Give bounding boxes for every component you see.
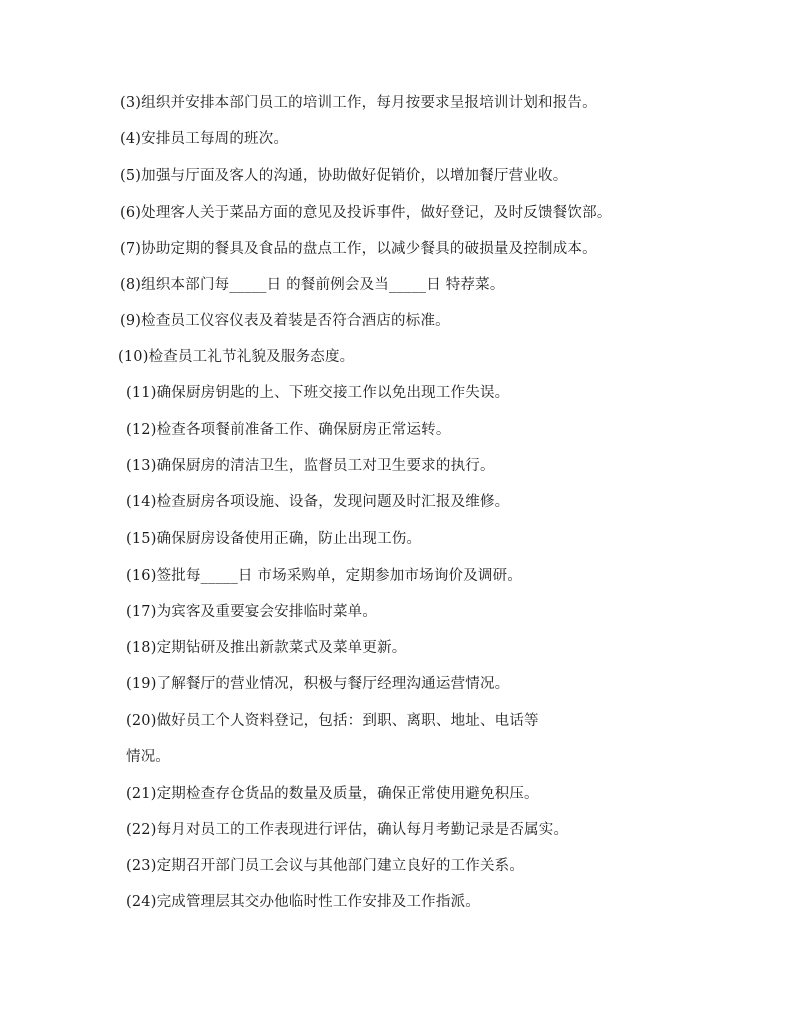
list-item-3: (3)组织并安排本部门员工的培训工作，每月按要求呈报培训计划和报告。	[120, 95, 597, 111]
list-item-10: (10)检查员工礼节礼貌及服务态度。	[118, 349, 355, 365]
list-item-7: (7)协助定期的餐具及食品的盘点工作，以减少餐具的破损量及控制成本。	[120, 241, 597, 257]
list-item-23: (23)定期召开部门员工会议与其他部门建立良好的工作关系。	[126, 858, 525, 874]
list-item-9: (9)检查员工仪容仪表及着装是否符合酒店的标准。	[120, 313, 450, 329]
list-item-17: (17)为宾客及重要宴会安排临时菜单。	[126, 604, 378, 620]
list-item-4: (4)安排员工每周的班次。	[120, 131, 289, 147]
list-item-13: (13)确保厨房的清洁卫生，监督员工对卫生要求的执行。	[126, 458, 495, 474]
list-item-20-continuation: 情况。	[126, 749, 171, 765]
list-item-6: (6)处理客人关于菜品方面的意见及投诉事件，做好登记，及时反馈餐饮部。	[120, 205, 612, 221]
list-item-11: (11)确保厨房钥匙的上、下班交接工作以免出现工作失误。	[126, 385, 510, 401]
list-item-18: (18)定期钻研及推出新款菜式及菜单更新。	[126, 640, 407, 656]
list-item-8: (8)组织本部门每_____日 的餐前例会及当_____日 特荐菜。	[120, 277, 505, 293]
list-item-12: (12)检查各项餐前准备工作、确保厨房正常运转。	[126, 422, 451, 438]
list-item-22: (22)每月对员工的工作表现进行评估，确认每月考勤记录是否属实。	[126, 822, 569, 838]
list-item-20: (20)做好员工个人资料登记，包括：到职、离职、地址、电话等	[126, 713, 539, 729]
list-item-15: (15)确保厨房设备使用正确，防止出现工伤。	[126, 531, 422, 547]
list-item-5: (5)加强与厅面及客人的沟通，协助做好促销价，以增加餐厅营业收。	[120, 168, 568, 184]
list-item-14: (14)检查厨房各项设施、设备，发现问题及时汇报及维修。	[126, 494, 510, 510]
list-item-16: (16)签批每_____日 市场采购单，定期参加市场询价及调研。	[126, 568, 523, 584]
list-item-19: (19)了解餐厅的营业情况，积极与餐厅经理沟通运营情况。	[126, 676, 510, 692]
list-item-21: (21)定期检查存仓货品的数量及质量，确保正常使用避免积压。	[126, 786, 539, 802]
list-item-24: (24)完成管理层其交办他临时性工作安排及工作指派。	[126, 894, 480, 910]
